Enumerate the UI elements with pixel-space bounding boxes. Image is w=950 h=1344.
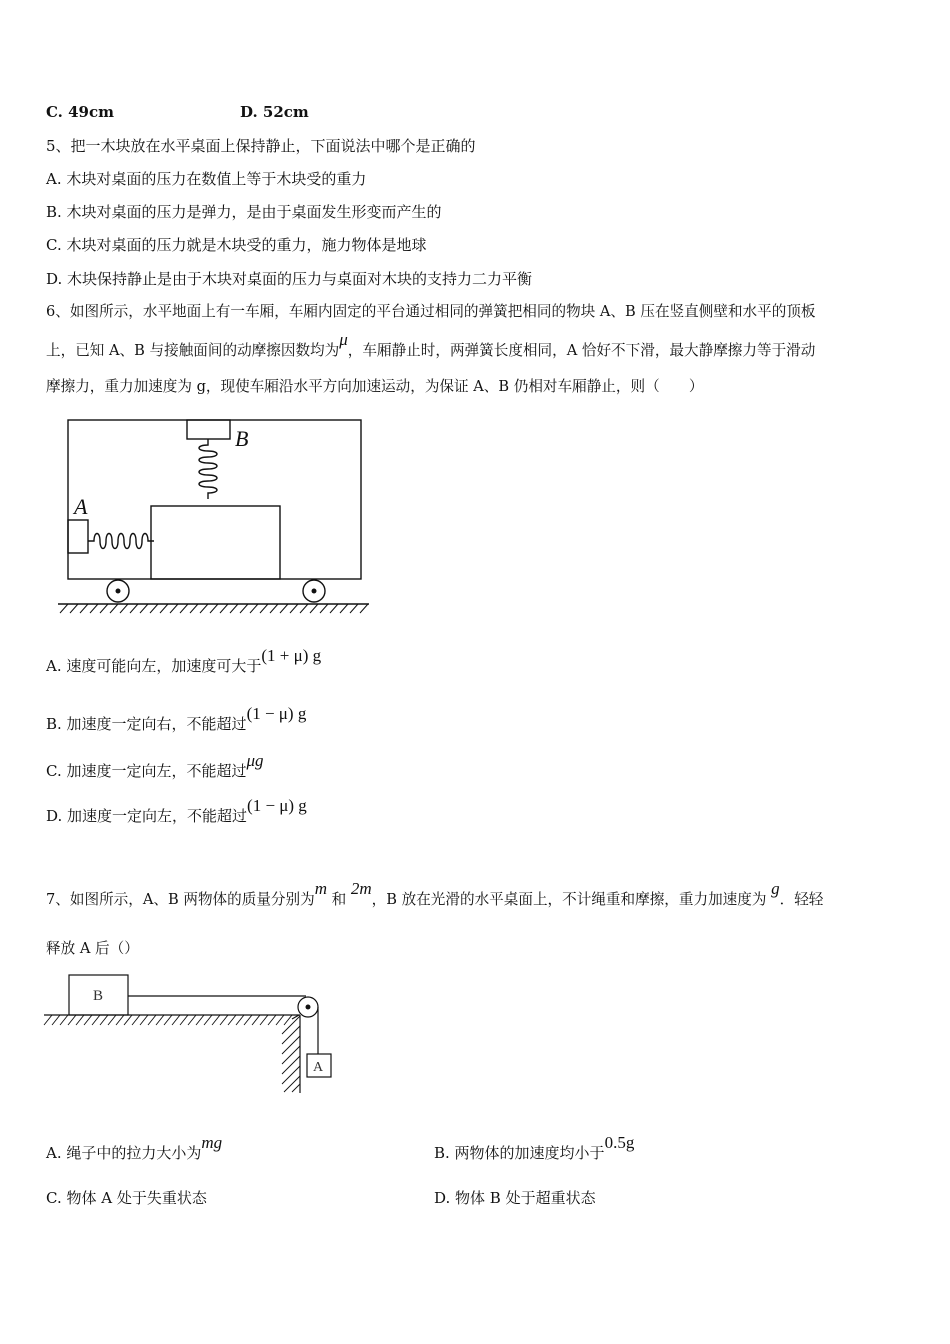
q7-option-a-math: mg bbox=[201, 1133, 223, 1152]
q6-option-b-math: (1 − μ) g bbox=[246, 704, 307, 723]
label-a: A bbox=[74, 494, 88, 519]
q7-stem-a: 7、如图所示，A、B 两物体的质量分别为 bbox=[46, 891, 315, 908]
q6-stem-line1: 6、如图所示，水平地面上有一车厢，车厢内固定的平台通过相同的弹簧把相同的物块 A、B 压在竖直侧壁和水平的顶板 bbox=[46, 303, 816, 320]
q7-pulley-figure bbox=[44, 972, 344, 1097]
q6-stem-line2-a: 上，已知 A、B 与接触面间的动摩擦因数均为 bbox=[46, 342, 340, 359]
q7-gravity-g: g bbox=[771, 879, 780, 898]
label-b: B bbox=[93, 988, 104, 1004]
q4-option-c: C. 49cm bbox=[46, 103, 114, 121]
q5-option-c: C. 木块对桌面的压力就是木块受的重力，施力物体是地球 bbox=[46, 236, 427, 254]
q6-option-d-text: D. 加速度一定向左，不能超过 bbox=[46, 807, 248, 825]
q7-stem-c: ．轻轻 bbox=[779, 891, 824, 908]
q6-option-a bbox=[46, 646, 322, 676]
q6-option-c-text: C. 加速度一定向左，不能超过 bbox=[46, 762, 247, 780]
table-hatching bbox=[44, 1015, 300, 1092]
q6-stem-line3: 摩擦力，重力加速度为 g，现使车厢沿水平方向加速运动，为保证 A、B 仍相对车厢静止，则（ ） bbox=[46, 378, 704, 395]
label-a: A bbox=[313, 1060, 324, 1075]
block-a bbox=[68, 520, 88, 553]
ground-hatching bbox=[60, 604, 368, 613]
q6-mu-symbol: μ bbox=[339, 330, 348, 349]
q6-carriage-figure bbox=[55, 415, 375, 620]
platform bbox=[151, 506, 280, 579]
carriage-box bbox=[68, 420, 361, 579]
q7-mass-2m: 2m bbox=[350, 879, 372, 898]
q7-stem-b: ，B 放在光滑的水平桌面上，不计绳重和摩擦，重力加速度为 bbox=[371, 891, 767, 908]
horizontal-spring bbox=[88, 534, 154, 549]
q6-option-c-math: μg bbox=[246, 751, 264, 770]
q7-option-b-text: B. 两物体的加速度均小于 bbox=[434, 1144, 605, 1162]
q6-stem-line2-b: ，车厢静止时，两弹簧长度相同，A 恰好不下滑，最大静摩擦力等于滑动 bbox=[347, 342, 816, 359]
q6-stem-line2 bbox=[46, 330, 816, 361]
q4-option-d: D. 52cm bbox=[240, 103, 309, 121]
vertical-spring bbox=[199, 439, 217, 499]
q7-option-a bbox=[46, 1133, 223, 1163]
q6-option-b-text: B. 加速度一定向右，不能超过 bbox=[46, 715, 247, 733]
q7-stem-line1 bbox=[46, 879, 824, 910]
q7-option-a-text: A. 绳子中的拉力大小为 bbox=[46, 1144, 202, 1162]
q7-option-d: D. 物体 B 处于超重状态 bbox=[434, 1189, 596, 1207]
q6-option-b bbox=[46, 704, 307, 734]
q5-stem: 5、把一木块放在水平桌面上保持静止，下面说法中哪个是正确的 bbox=[46, 137, 476, 155]
block-b bbox=[187, 420, 230, 439]
q5-option-a: A. 木块对桌面的压力在数值上等于木块受的重力 bbox=[46, 170, 367, 188]
q7-stem-and: 和 bbox=[331, 891, 347, 908]
q5-option-d: D. 木块保持静止是由于木块对桌面的压力与桌面对木块的支持力二力平衡 bbox=[46, 270, 533, 288]
label-b: B bbox=[235, 426, 249, 451]
q7-option-b-math: 0.5g bbox=[604, 1133, 635, 1152]
q6-option-a-math: (1 + μ) g bbox=[261, 646, 322, 665]
q6-option-a-text: A. 速度可能向左，加速度可大于 bbox=[46, 657, 262, 675]
q6-option-d bbox=[46, 796, 307, 826]
q6-option-c bbox=[46, 751, 264, 781]
q7-stem-line2: 释放 A 后（） bbox=[46, 940, 139, 957]
q6-option-d-math: (1 − μ) g bbox=[247, 796, 307, 815]
q7-mass-m: m bbox=[314, 879, 327, 898]
q7-option-c: C. 物体 A 处于失重状态 bbox=[46, 1189, 207, 1207]
q5-option-b: B. 木块对桌面的压力是弹力，是由于桌面发生形变而产生的 bbox=[46, 203, 442, 221]
q7-option-b bbox=[434, 1133, 635, 1163]
